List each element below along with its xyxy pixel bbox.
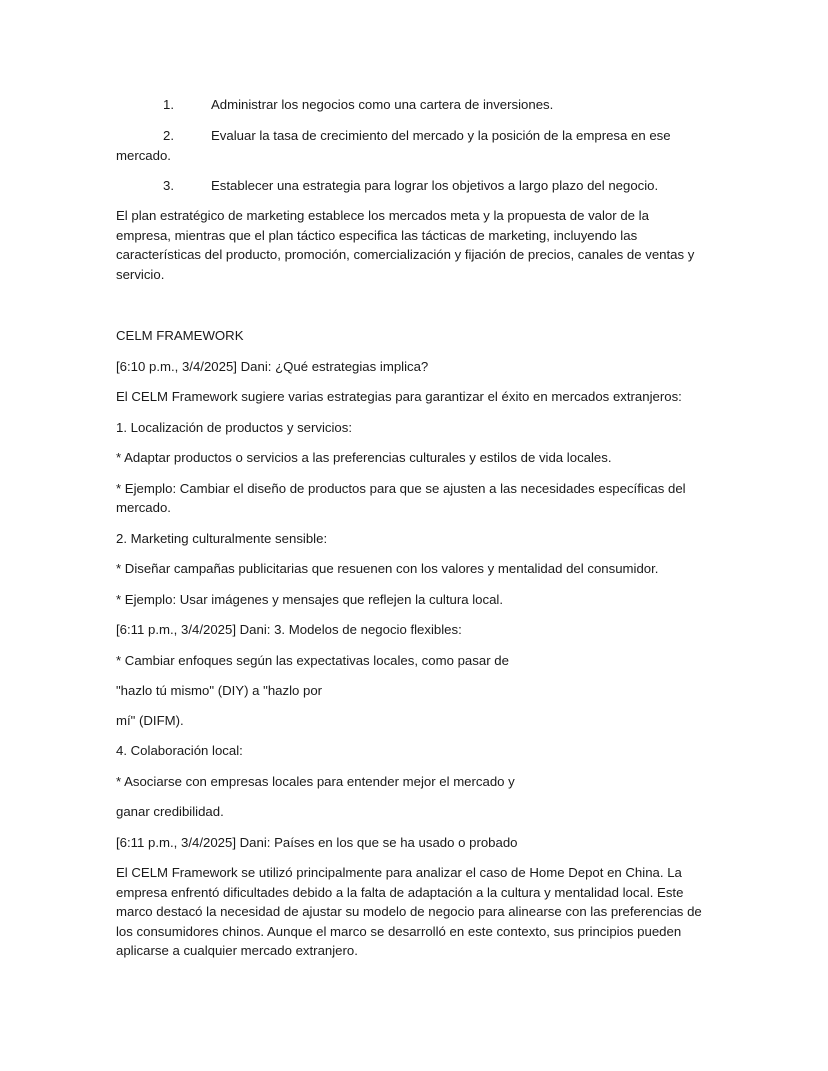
closing-line: marco destacó la necesidad de ajustar su modelo de negocio para alinearse con las preferencias de [116, 904, 702, 919]
body-line: mercado. [116, 500, 171, 515]
body-line: * Diseñar campañas publicitarias que resuenen con los valores y mentalidad del consumidor. [116, 561, 659, 576]
closing-line: El CELM Framework se utilizó principalmente para analizar el caso de Home Depot en China. La [116, 865, 682, 880]
chat-line: [6:11 p.m., 3/4/2025] Dani: 3. Modelos de negocio flexibles: [116, 622, 462, 637]
body-line: 1. Localización de productos y servicios: [116, 420, 353, 435]
closing-paragraph [116, 863, 716, 961]
intro-line: El plan estratégico de marketing establece los mercados meta y la propuesta de valor de la [116, 208, 649, 223]
body-line: * Ejemplo: Cambiar el diseño de productos para que se ajusten a las necesidades específicas del [116, 481, 686, 496]
list-item-1-text: Administrar los negocios como una cartera de inversiones. [211, 97, 554, 112]
body-line: mí" (DIFM). [116, 713, 184, 728]
body-line: * Adaptar productos o servicios a las preferencias culturales y estilos de vida locales. [116, 450, 612, 465]
body-line: El CELM Framework sugiere varias estrategias para garantizar el éxito en mercados extranjeros: [116, 389, 682, 404]
intro-line: características del producto, promoción, comercialización y fijación de precios, canales de ventas y [116, 247, 695, 262]
body-line: 2. Marketing culturalmente sensible: [116, 531, 328, 546]
closing-line: empresa enfrentó dificultades debido a la falta de adaptación a la cultura y mentalidad local. Este [116, 884, 684, 900]
list-item-3-text: Establecer una estrategia para lograr los objetivos a largo plazo del negocio. [211, 178, 659, 193]
intro-line: servicio. [116, 266, 165, 282]
closing-line: los consumidores chinos. Aunque el marco se desarrolló en este contexto, sus principios pueden [116, 923, 682, 939]
list-number-1: 1. [163, 97, 174, 112]
body-line: * Asociarse con empresas locales para entender mejor el mercado y [116, 774, 515, 789]
intro-paragraph [116, 206, 716, 284]
closing-line: aplicarse a cualquier mercado extranjero. [116, 943, 358, 958]
chat-line: [6:10 p.m., 3/4/2025] Dani: ¿Qué estrategias implica? [116, 359, 429, 374]
list-number-3: 3. [163, 178, 174, 193]
list-item-2-continuation: mercado. [116, 148, 171, 163]
section-heading: CELM FRAMEWORK [116, 328, 244, 343]
intro-line: empresa, mientras que el plan táctico especifica las tácticas de marketing, incluyendo las [116, 227, 638, 243]
body-line: "hazlo tú mismo" (DIY) a "hazlo por [116, 683, 323, 698]
list-item-2-text: Evaluar la tasa de crecimiento del mercado y la posición de la empresa en ese [211, 128, 671, 143]
body-line: * Ejemplo: Usar imágenes y mensajes que reflejen la cultura local. [116, 592, 504, 607]
body-line: 4. Colaboración local: [116, 743, 243, 758]
body-line: * Cambiar enfoques según las expectativas locales, como pasar de [116, 653, 509, 668]
chat-line: [6:11 p.m., 3/4/2025] Dani: Países en los que se ha usado o probado [116, 835, 518, 850]
list-number-2: 2. [163, 128, 174, 143]
body-line: ganar credibilidad. [116, 804, 224, 819]
